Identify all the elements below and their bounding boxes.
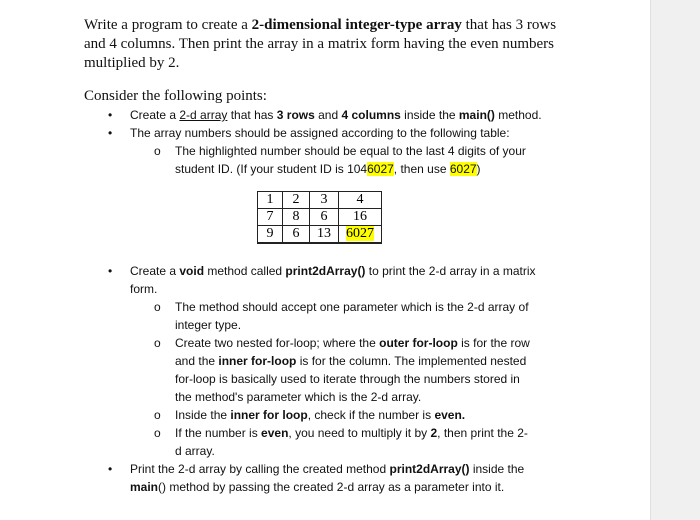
table-cell: [310, 209, 339, 226]
text-run: Inside the: [175, 408, 231, 422]
text-run: method.: [494, 108, 542, 122]
text-run: Consider the following points:: [84, 88, 267, 104]
text-run: The array numbers should be assigned according to the following table:: [130, 126, 510, 140]
bold-text: even.: [434, 408, 466, 422]
cell-value: 3: [320, 192, 328, 207]
list-line: [130, 282, 157, 296]
cell-value: 8: [292, 209, 300, 224]
text-run: and the: [175, 354, 219, 368]
list-line: [130, 126, 510, 140]
sub-bullet-icon: o: [154, 144, 161, 158]
table-cell: [258, 192, 283, 209]
intro-line: [84, 36, 554, 53]
bold-text: main(): [458, 108, 495, 122]
table-cell: [283, 209, 310, 226]
text-run: method called: [204, 264, 286, 278]
text-run: d array.: [175, 444, 215, 458]
text-run: , you need to multiply it by: [288, 426, 431, 440]
text-run: form.: [130, 282, 158, 296]
list-line: [175, 444, 215, 458]
scrollbar-panel[interactable]: [650, 0, 700, 520]
sub-bullet-icon: o: [154, 336, 161, 350]
text-run: , then use: [393, 162, 450, 176]
table-cell: [283, 192, 310, 209]
bold-text: inner for-loop: [218, 354, 297, 368]
text-run: If the number is: [175, 426, 262, 440]
bold-text: 4 columns: [341, 108, 401, 122]
text-run: Create a: [130, 108, 180, 122]
text-run: to print the 2-d array in a matrix: [365, 264, 536, 278]
table-cell: [258, 226, 283, 244]
intro-line: [84, 55, 179, 72]
bold-text: 3 rows: [276, 108, 315, 122]
array-table: [257, 191, 382, 244]
cell-value: 13: [317, 226, 331, 241]
bold-text: inner for loop: [230, 408, 308, 422]
table-cell: [339, 226, 382, 244]
cell-value: 6: [292, 226, 300, 241]
text-run: 2-d array: [179, 108, 228, 122]
cell-value: 16: [353, 209, 367, 224]
cell-value: 1: [266, 192, 274, 207]
bullet-icon: •: [108, 126, 113, 140]
text-run: , then print the 2-: [437, 426, 528, 440]
cell-value: 6027: [346, 226, 374, 241]
text-run: is for the row: [457, 336, 530, 350]
bold-text: 2-dimensional integer-type array: [251, 17, 462, 33]
bold-text: 2: [430, 426, 438, 440]
list-line: [175, 372, 520, 386]
intro-line: [84, 17, 556, 34]
text-run: that has 3 rows: [461, 17, 557, 33]
text-run: is for the column. The implemented nested: [296, 354, 527, 368]
table-cell: [258, 209, 283, 226]
text-run: inside the: [400, 108, 459, 122]
cell-value: 4: [356, 192, 364, 207]
highlighted-text: 6027: [449, 162, 477, 176]
list-line: [130, 264, 536, 278]
text-run: ): [476, 162, 481, 176]
bold-text: outer for-loop: [379, 336, 458, 350]
section-heading: [84, 88, 267, 105]
text-run: and 4 columns. Then print the array in a matrix form having the even numbers: [84, 36, 555, 52]
list-line: [175, 300, 529, 314]
list-line: [130, 480, 504, 494]
list-line: [175, 318, 241, 332]
text-run: inside the: [469, 462, 525, 476]
sub-bullet-icon: o: [154, 408, 161, 422]
cell-value: 9: [266, 226, 274, 241]
list-line: [175, 336, 530, 350]
text-run: that has: [227, 108, 277, 122]
table-cell: [310, 192, 339, 209]
table-cell: [339, 192, 382, 209]
text-run: Write a program to create a: [84, 17, 252, 33]
sub-bullet-icon: o: [154, 300, 161, 314]
list-line: [175, 144, 526, 158]
table-cell: [339, 209, 382, 226]
text-run: The highlighted number should be equal to the last 4 digits of your: [175, 144, 526, 158]
list-line: [130, 462, 524, 476]
bullet-icon: •: [108, 462, 113, 476]
cell-value: 7: [266, 209, 274, 224]
bold-text: print2dArray(): [285, 264, 366, 278]
text-run: for-loop is basically used to iterate through the numbers stored in: [175, 372, 520, 386]
table-cell: [283, 226, 310, 244]
highlighted-text: 6027: [367, 162, 394, 176]
text-run: Create two nested for-loop; where the: [175, 336, 380, 350]
bold-text: main: [130, 480, 159, 494]
bullet-icon: •: [108, 108, 113, 122]
list-line: [175, 162, 481, 176]
text-run: Create a: [130, 264, 180, 278]
text-run: , check if the number is: [307, 408, 435, 422]
cell-value: 2: [292, 192, 300, 207]
list-line: [175, 354, 526, 368]
table-cell: [310, 226, 339, 244]
text-run: the method's parameter which is the 2-d array.: [175, 390, 422, 404]
list-line: [130, 108, 542, 122]
text-run: () method by passing the created 2-d array as a parameter into it.: [158, 480, 505, 494]
bold-text: void: [179, 264, 205, 278]
list-line: [175, 426, 528, 440]
text-run: The method should accept one parameter which is the 2-d array of: [175, 300, 529, 314]
bold-text: even: [261, 426, 289, 440]
list-line: [175, 408, 465, 422]
bold-text: print2dArray(): [389, 462, 470, 476]
table-row: [258, 209, 382, 226]
text-run: student ID. (If your student ID is 104: [175, 162, 368, 176]
cell-value: 6: [320, 209, 328, 224]
text-run: integer type.: [175, 318, 242, 332]
text-run: and: [314, 108, 342, 122]
list-line: [175, 390, 421, 404]
sub-bullet-icon: o: [154, 426, 161, 440]
text-run: Print the 2-d array by calling the created method: [130, 462, 390, 476]
text-run: multiplied by 2.: [84, 55, 180, 71]
table-row: [258, 226, 382, 244]
bullet-icon: •: [108, 264, 113, 278]
table-row: [258, 192, 382, 209]
